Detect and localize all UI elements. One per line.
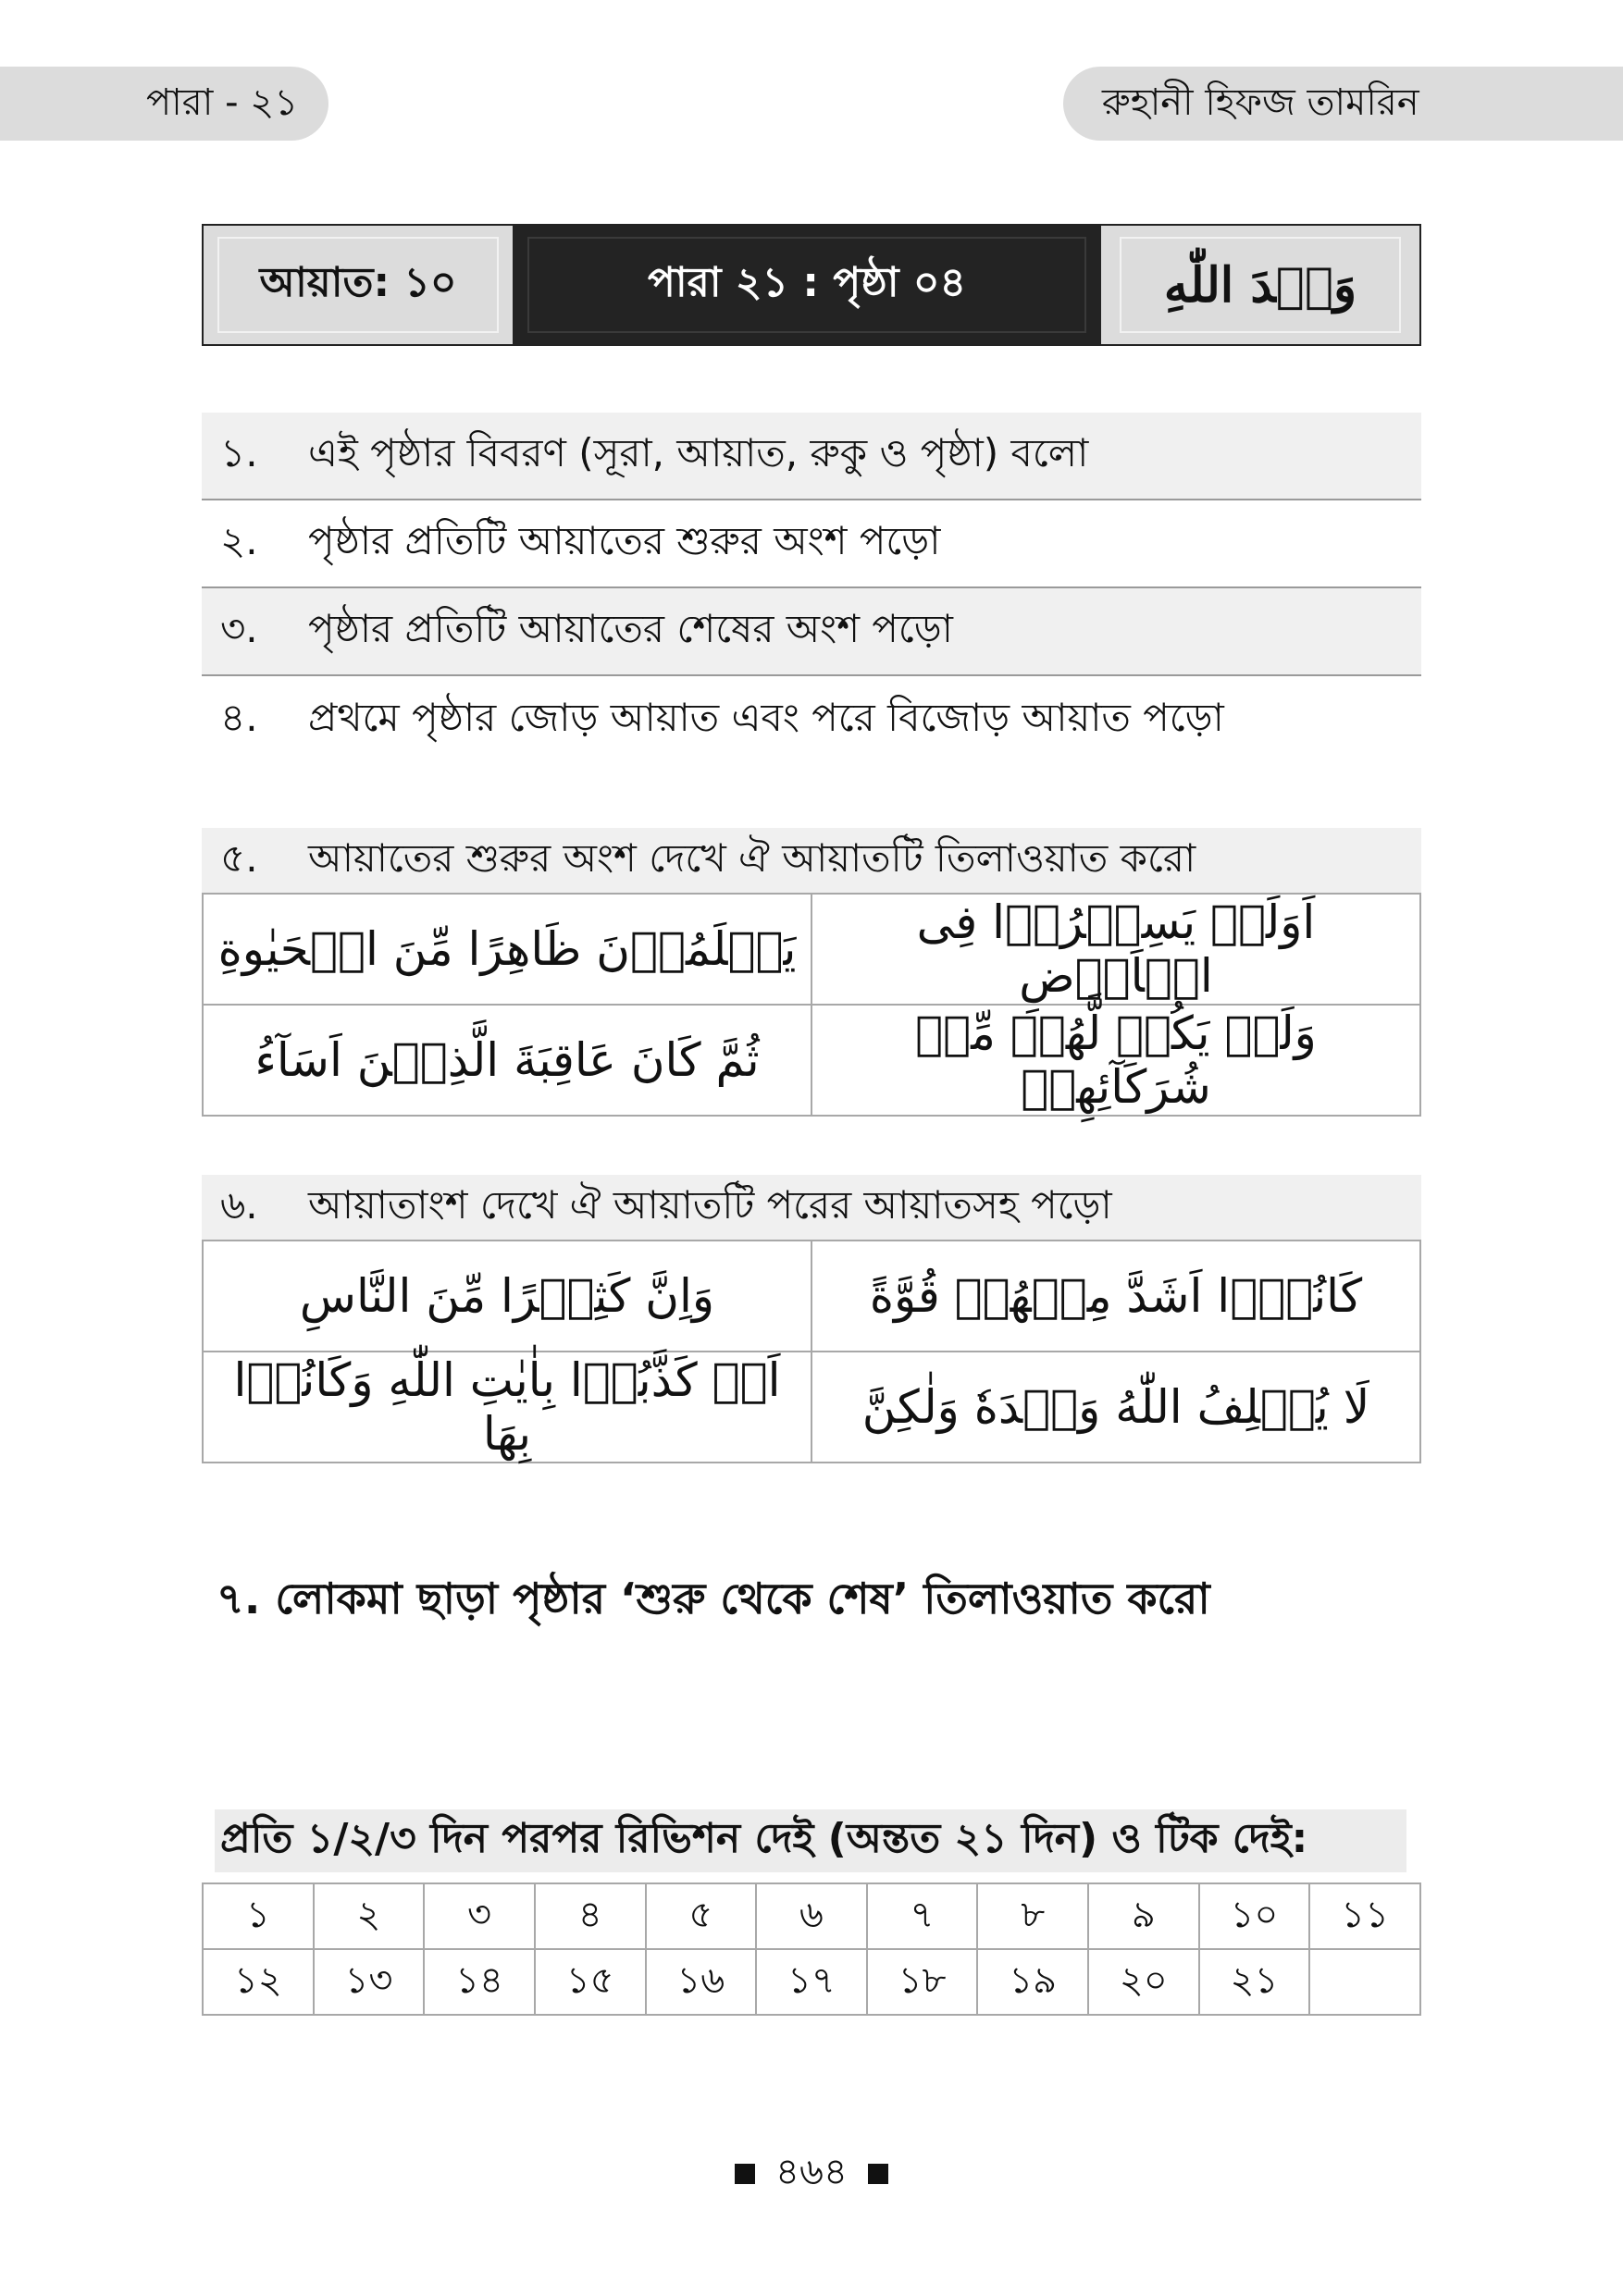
item7-instruction: ৭. লোকমা ছাড়া পৃষ্ঠার ‘শুরু থেকে শেষ’ তিলাওয়াত করো: [217, 1574, 1210, 1623]
table-row: [203, 1005, 1420, 1116]
task-text: পৃষ্ঠার প্রতিটি আয়াতের শেষের অংশ পড়ো: [308, 606, 953, 651]
day-cell[interactable]: ১৬: [646, 1949, 757, 2015]
page-footer: [0, 2142, 1623, 2204]
day-cell[interactable]: ১১: [1309, 1883, 1420, 1949]
day-cell[interactable]: ৫: [646, 1883, 757, 1949]
section6-number: ৬.: [220, 1181, 258, 1228]
day-cell[interactable]: ৯: [1088, 1883, 1199, 1949]
page-number: ৪৬৪: [775, 2151, 848, 2193]
revision-label: প্রতি ১/২/৩ দিন পরপর রিভিশন দেই (অন্তত ২১ দিন) ও টিক দেই:: [215, 1809, 1406, 1872]
day-cell[interactable]: ৮: [977, 1883, 1088, 1949]
revision-days-table: [202, 1882, 1421, 2016]
table-row: [203, 1352, 1420, 1463]
day-cell[interactable]: ৭: [867, 1883, 978, 1949]
task-item: [202, 413, 1421, 500]
day-cell[interactable]: ৪: [535, 1883, 646, 1949]
day-cell[interactable]: [1309, 1949, 1420, 2015]
task-item: [202, 500, 1421, 588]
ayah-cell: اَوَلَمۡ يَسِيۡرُوۡا فِى الۡاَرۡضِ: [812, 894, 1420, 1005]
day-cell[interactable]: ১৪: [424, 1949, 535, 2015]
day-cell[interactable]: ১২: [203, 1949, 314, 2015]
table-row: [203, 1883, 1420, 1949]
section5-heading: [202, 828, 1421, 893]
section6-heading: [202, 1175, 1421, 1240]
ayah-cell: اَنۡ كَذَّبُوۡا بِاٰيٰتِ اللّٰهِ وَكَانُوۡا بِهَا: [203, 1352, 812, 1463]
ayah-cell: وَاِنَّ كَثِيۡرًا مِّنَ النَّاسِ: [203, 1241, 812, 1352]
day-cell[interactable]: ৩: [424, 1883, 535, 1949]
day-cell[interactable]: ১০: [1199, 1883, 1310, 1949]
square-bullet-icon: [868, 2164, 888, 2184]
table-row: [203, 1949, 1420, 2015]
task-number: ৩.: [220, 606, 258, 651]
table-row: [203, 894, 1420, 1005]
section5-number: ৫.: [220, 834, 258, 881]
task-text: পৃষ্ঠার প্রতিটি আয়াতের শুরুর অংশ পড়ো: [308, 518, 941, 563]
day-cell[interactable]: ২০: [1088, 1949, 1199, 2015]
day-cell[interactable]: ১: [203, 1883, 314, 1949]
day-cell[interactable]: ১৫: [535, 1949, 646, 2015]
ayah-cell: ثُمَّ كَانَ عَاقِبَةَ الَّذِيۡنَ اَسَآءُ: [203, 1005, 812, 1116]
info-box: [202, 224, 1421, 346]
day-cell[interactable]: ২: [314, 1883, 425, 1949]
day-cell[interactable]: ১৭: [756, 1949, 867, 2015]
opening-words-cell: [1101, 226, 1419, 344]
para-label-text: পারা - ২১: [146, 80, 299, 124]
section5-text: আয়াতের শুরুর অংশ দেখে ঐ আয়াতটি তিলাওয়াত করো: [308, 834, 1196, 881]
day-cell[interactable]: ২১: [1199, 1949, 1310, 2015]
ayat-count-cell: [204, 226, 513, 344]
square-bullet-icon: [735, 2164, 755, 2184]
day-cell[interactable]: ৬: [756, 1883, 867, 1949]
table-row: [203, 1241, 1420, 1352]
task-item: [202, 676, 1421, 764]
para-label: [0, 67, 328, 141]
day-cell[interactable]: ১৮: [867, 1949, 978, 2015]
book-title: [1063, 67, 1623, 141]
task-number: ৪.: [220, 695, 258, 740]
day-cell[interactable]: ১৩: [314, 1949, 425, 2015]
section6-text: আয়াতাংশ দেখে ঐ আয়াতটি পরের আয়াতসহ পড়ো: [308, 1181, 1112, 1228]
para-page-cell: [513, 226, 1101, 344]
ayat-count: আয়াত: ১০: [259, 258, 457, 306]
task-number: ১.: [220, 430, 258, 475]
ayah-cell: يَعۡلَمُوۡنَ ظَاهِرًا مِّنَ الۡحَيٰوةِ: [203, 894, 812, 1005]
ayah-cell: وَلَمۡ يَكُنۡ لَّهُمۡ مِّنۡ شُرَكَآئِهِمۡ: [812, 1005, 1420, 1116]
para-page: পারা ২১ : পৃষ্ঠা ০৪: [647, 258, 967, 306]
task-text: এই পৃষ্ঠার বিবরণ (সূরা, আয়াত, রুকু ও পৃষ্ঠা) বলো: [308, 430, 1089, 475]
section5-grid: [202, 893, 1421, 1117]
task-text: প্রথমে পৃষ্ঠার জোড় আয়াত এবং পরে বিজোড় আয়াত পড়ো: [308, 695, 1224, 740]
ayah-cell: لَا يُخۡلِفُ اللّٰهُ وَعۡدَهٗ وَلٰكِنَّ: [812, 1352, 1420, 1463]
day-cell[interactable]: ১৯: [977, 1949, 1088, 2015]
opening-words: وَعۡدَ اللّٰهِ: [1163, 256, 1357, 314]
task-number: ২.: [220, 518, 258, 563]
task-list: [202, 413, 1421, 764]
book-title-text: রুহানী হিফজ তামরিন: [1102, 80, 1419, 124]
section6-grid: [202, 1240, 1421, 1463]
task-item: [202, 588, 1421, 676]
ayah-cell: كَانُوۡۤا اَشَدَّ مِنۡهُمۡ قُوَّةً: [812, 1241, 1420, 1352]
